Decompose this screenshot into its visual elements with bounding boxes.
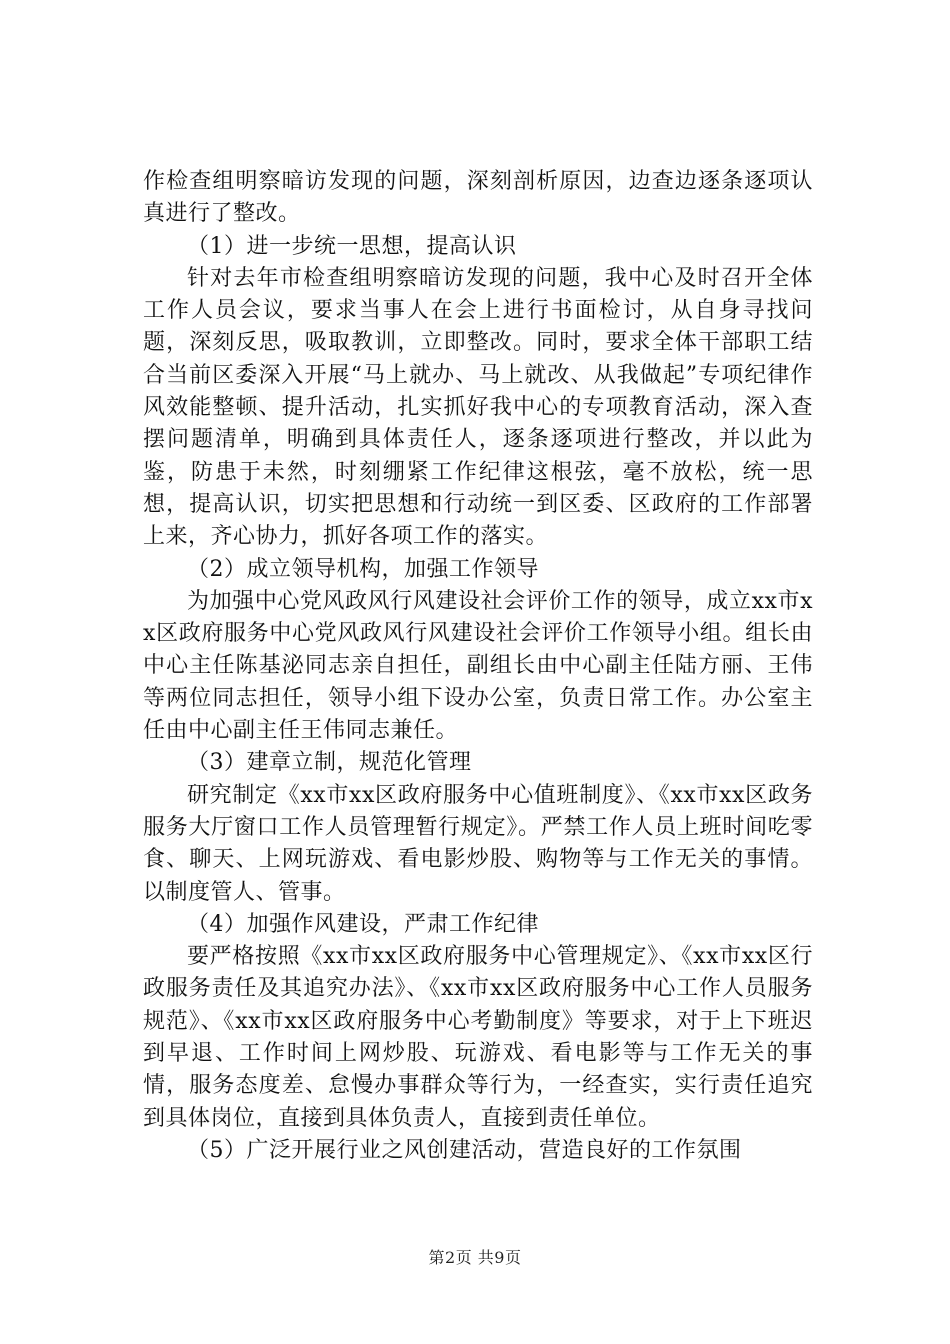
section-heading-3: （3）建章立制，规范化管理	[187, 750, 472, 776]
paragraph-regulations: 研究制定《xx市xx区政府服务中心值班制度》、《xx市xx区政务服务大厅窗口工作人员管理暂行规定》。严禁工作人员上班时间吃零食、聊天、上网玩游戏、看电影炒股、购物等与工作无关的事情。以制度管人、管事。	[143, 782, 813, 905]
section-heading-2: （2）成立领导机构，加强工作领导	[187, 556, 539, 582]
paragraph-unify-thinking: 针对去年市检查组明察暗访发现的问题，我中心及时召开全体工作人员会议，要求当事人在会上进行书面检讨，从自身寻找问题，深刻反思，吸取教训，立即整改。同时，要求全体干部职工结合当前区委深入开展“马上就办、马上就改、从我做起”专项纪律作风效能整顿、提升活动，扎实抓好我中心的专项教育活动，深入查摆问题清单，明确到具体责任人，逐条逐项进行整改，并以此为鉴，防患于未然，时刻绷紧工作纪律这根弦，毫不放松，统一思想，提高认识，切实把思想和行动统一到区委、区政府的工作部署上来，齐心协力，抓好各项工作的落实。	[143, 265, 813, 550]
section-heading-4: （4）加强作风建设，严肃工作纪律	[187, 911, 539, 937]
paragraph-continuation: 作检查组明察暗访发现的问题，深刻剖析原因，边查边逐条逐项认真进行了整改。	[143, 169, 813, 227]
paragraph-work-discipline: 要严格按照《xx市xx区政府服务中心管理规定》、《xx市xx区行政服务责任及其追究办法》、《xx市xx区政府服务中心工作人员服务规范》、《xx市xx区政府服务中心考勤制度》等要求，对于上下班迟到早退、工作时间上网炒股、玩游戏、看电影等与工作无关的事情，服务态度差、怠慢办事群众等行为，一经查实，实行责任追究到具体岗位，直接到具体负责人，直接到责任单位。	[143, 944, 813, 1131]
section-heading-5: （5）广泛开展行业之风创建活动，营造良好的工作氛围	[187, 1137, 742, 1163]
paragraph-leadership-group: 为加强中心党风政风行风建设社会评价工作的领导，成立xx市xx区政府服务中心党风政风行风建设社会评价工作领导小组。组长由中心主任陈基泌同志亲自担任，副组长由中心副主任陆方丽、王伟等两位同志担任，领导小组下设办公室，负责日常工作。办公室主任由中心副主任王伟同志兼任。	[143, 588, 813, 744]
section-heading-1: （1）进一步统一思想，提高认识	[187, 233, 517, 259]
page-number-footer: 第2页 共9页	[428, 1248, 522, 1267]
document-body	[143, 166, 813, 1167]
